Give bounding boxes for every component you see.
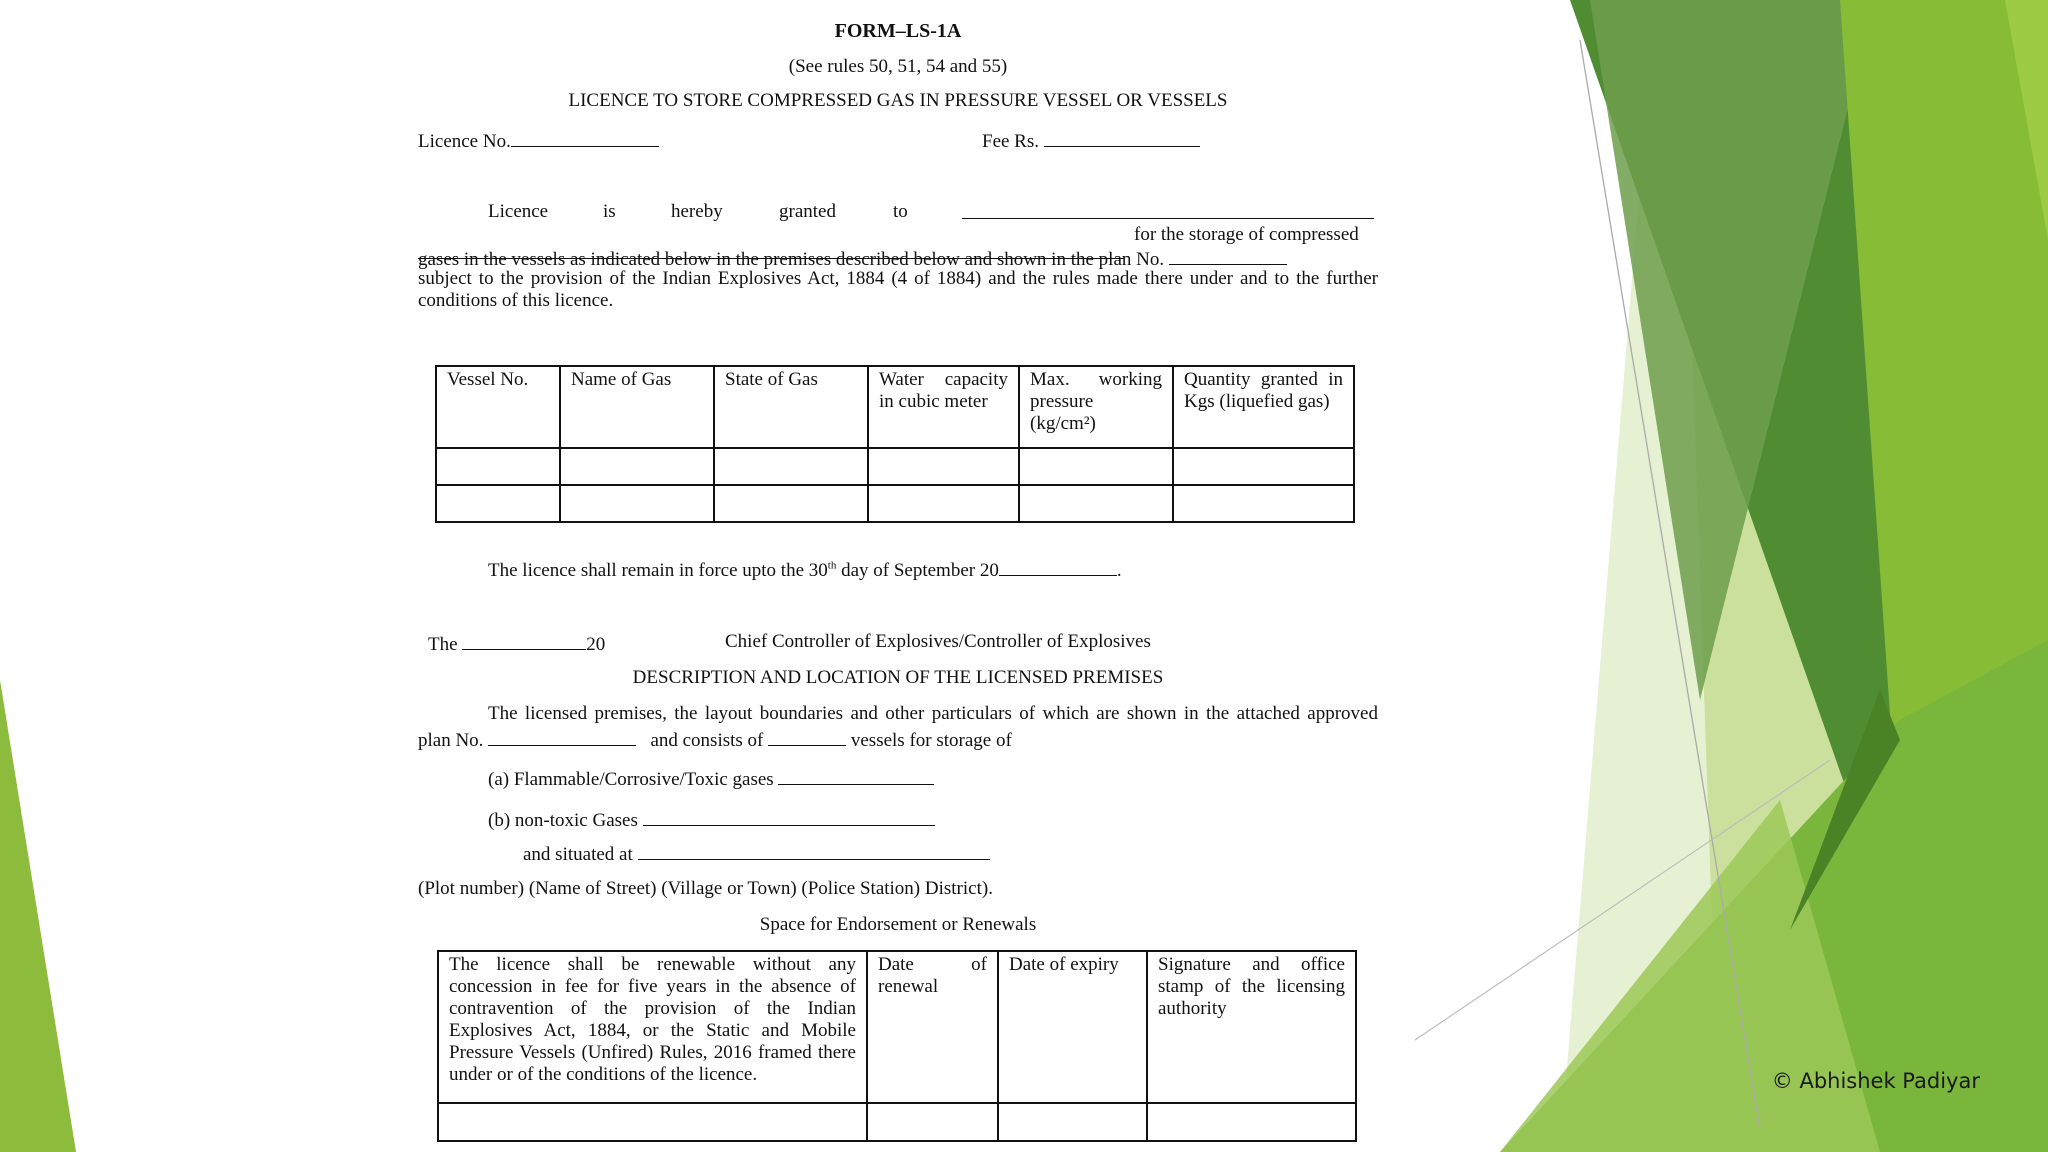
col-name-of-gas: Name of Gas <box>560 366 714 448</box>
grant-storage: for the storage of compressed <box>1134 224 1359 245</box>
endorsement-note: The licence shall be renewable without any concession in fee for five years in the absence of contravention of the provision of the Indian Explosives Act, 1884, or the Static and Mobile Pressure Vessels (Unfired) Rules, 2016 framed there under or of the conditions of the licence. <box>438 951 867 1103</box>
vessel-table-header <box>436 366 1354 448</box>
grant-word: granted <box>779 201 836 222</box>
licence-no-label: Licence No. <box>418 131 511 152</box>
col-date-renewal: Date of renewal <box>867 951 998 1103</box>
item-b-blank[interactable] <box>643 807 935 826</box>
table-cell[interactable] <box>867 1103 998 1141</box>
table-cell[interactable] <box>714 448 868 485</box>
grant-line-3: subject to the provision of the Indian Explosives Act, 1884 (4 of 1884) and the rules made there under and to the further <box>418 268 1378 289</box>
table-cell[interactable] <box>714 485 868 522</box>
vessels-label: vessels for storage of <box>850 730 1012 751</box>
premises-line-2 <box>418 727 1012 752</box>
item-b-label: (b) non-toxic Gases <box>488 810 638 831</box>
item-b <box>488 807 935 832</box>
table-cell[interactable] <box>438 1103 867 1141</box>
table-row <box>436 485 1354 522</box>
situated-label: and situated at <box>523 844 633 865</box>
plan-no-blank[interactable] <box>488 727 636 746</box>
endorsement-heading: Space for Endorsement or Renewals <box>759 914 1037 935</box>
table-cell[interactable] <box>560 448 714 485</box>
fee-field <box>982 128 1200 153</box>
col-state-of-gas: State of Gas <box>714 366 868 448</box>
fee-blank[interactable] <box>1044 128 1200 147</box>
col-vessel-no: Vessel No. <box>436 366 560 448</box>
validity-sup: th <box>827 559 837 572</box>
grant-line-2-text: gases in the vessels as indicated below in the premises described below and shown in the plan No. <box>418 249 1165 270</box>
table-cell[interactable] <box>436 448 560 485</box>
date-line <box>428 631 605 656</box>
situated-line <box>523 841 990 866</box>
grantee-blank[interactable] <box>962 200 1374 219</box>
form-rules: (See rules 50, 51, 54 and 55) <box>788 56 1008 77</box>
licence-no-field <box>418 128 659 153</box>
plan-label: plan No. <box>418 730 484 751</box>
validity-post: day of September 20 <box>836 560 999 581</box>
table-cell[interactable] <box>1173 485 1354 522</box>
table-cell[interactable] <box>560 485 714 522</box>
copyright-credit: © Abhishek Padiyar <box>1771 1069 1980 1093</box>
vessel-count-blank[interactable] <box>768 727 846 746</box>
description-heading: DESCRIPTION AND LOCATION OF THE LICENSED PREMISES <box>632 667 1164 688</box>
form-title: FORM–LS-1A <box>834 20 962 42</box>
grant-word: is <box>603 201 616 222</box>
fee-label: Fee Rs. <box>982 131 1039 152</box>
table-cell[interactable] <box>1019 448 1173 485</box>
grant-word: to <box>893 201 908 222</box>
grant-word: Licence <box>488 201 549 222</box>
table-cell[interactable] <box>1147 1103 1356 1141</box>
col-max-pressure: Max. working pressure (kg/cm²) <box>1019 366 1173 448</box>
table-cell[interactable] <box>998 1103 1147 1141</box>
year-prefix: 20 <box>586 634 606 655</box>
item-a-blank[interactable] <box>778 766 934 785</box>
table-cell[interactable] <box>1019 485 1173 522</box>
address-format: (Plot number) (Name of Street) (Village or Town) (Police Station) District). <box>418 878 993 899</box>
col-date-expiry: Date of expiry <box>998 951 1147 1103</box>
premises-line-1: The licensed premises, the layout boundaries and other particulars of which are shown in the attached approved <box>488 703 1378 724</box>
date-blank[interactable] <box>462 631 586 650</box>
validity-pre: The licence shall remain in force upto the 30 <box>488 560 828 581</box>
validity-year-blank[interactable] <box>999 557 1117 576</box>
item-a <box>488 766 934 791</box>
col-quantity: Quantity granted in Kgs (liquefied gas) <box>1173 366 1354 448</box>
endorsement-header <box>438 951 1356 1103</box>
the-label: The <box>428 634 458 655</box>
vessel-table <box>435 365 1355 523</box>
table-cell[interactable] <box>868 448 1019 485</box>
form-heading: LICENCE TO STORE COMPRESSED GAS IN PRESSURE VESSEL OR VESSELS <box>568 90 1228 111</box>
col-water-capacity: Water capacity in cubic meter <box>868 366 1019 448</box>
table-cell[interactable] <box>436 485 560 522</box>
table-row <box>438 1103 1356 1141</box>
plan-no-blank-1[interactable] <box>1169 246 1287 265</box>
table-cell[interactable] <box>868 485 1019 522</box>
situated-blank[interactable] <box>638 841 990 860</box>
table-row <box>436 448 1354 485</box>
licence-no-blank[interactable] <box>511 128 659 147</box>
consists-label: and consists of <box>650 730 764 751</box>
item-a-label: (a) Flammable/Corrosive/Toxic gases <box>488 769 774 790</box>
grant-word: hereby <box>671 201 723 222</box>
controller-title: Chief Controller of Explosives/Controller of Explosives <box>725 631 1151 652</box>
validity-line: The licence shall remain in force upto the 30th day of September 20 . <box>488 557 1122 582</box>
left-green-strip <box>0 680 76 1152</box>
endorsement-table <box>437 950 1357 1142</box>
grant-line-4: conditions of this licence. <box>418 290 614 311</box>
table-cell[interactable] <box>1173 448 1354 485</box>
col-signature: Signature and office stamp of the licensing authority <box>1147 951 1356 1103</box>
